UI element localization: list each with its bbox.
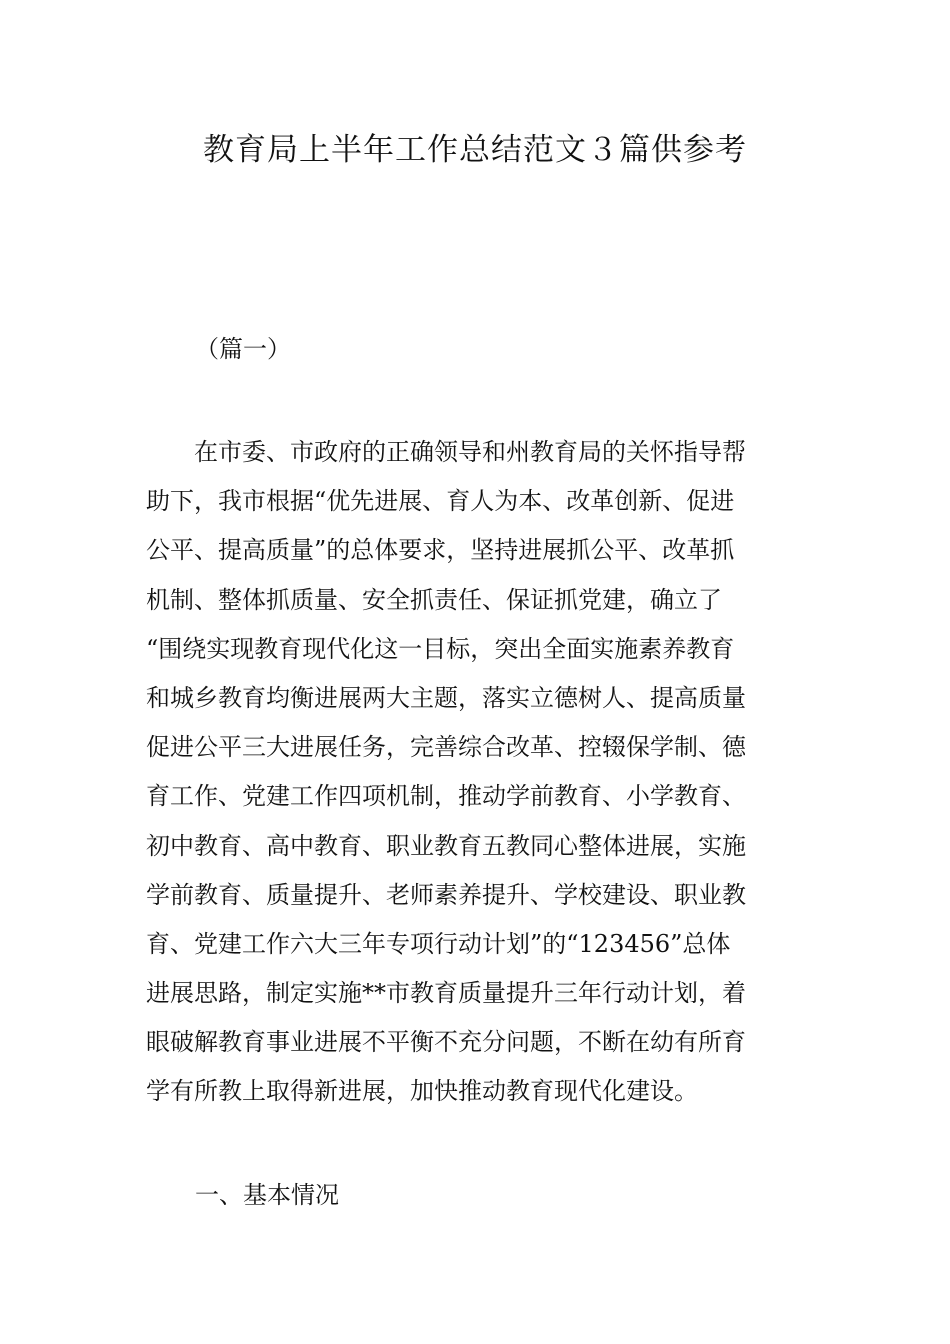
- paragraph-line: 初中教育、高中教育、职业教育五教同心整体进展，实施: [146, 831, 746, 860]
- paragraph-line: 助下，我市根据“优先进展、育人为本、改革创新、促进: [146, 487, 735, 516]
- document-title: 教育局上半年工作总结范文３篇供参考: [203, 132, 747, 168]
- paragraph-line: “围绕实现教育现代化这一目标，突出全面实施素养教育: [146, 634, 735, 663]
- paragraph-line: 公平、提高质量”的总体要求，坚持进展抓公平、改革抓: [146, 536, 735, 565]
- paragraph-line: 进展思路，制定实施**市教育质量提升三年行动计划，着: [146, 979, 746, 1008]
- paragraph-line: 机制、整体抓质量、安全抓责任、保证抓党建，确立了: [146, 585, 722, 614]
- section-label: （篇一）: [195, 335, 291, 363]
- section-heading: 一、基本情况: [195, 1181, 339, 1209]
- body-paragraph: [146, 428, 806, 1117]
- paragraph-line: 和城乡教育均衡进展两大主题，落实立德树人、提高质量: [146, 683, 746, 712]
- paragraph-line: 学有所教上取得新进展，加快推动教育现代化建设。: [146, 1077, 698, 1106]
- paragraph-line: 眼破解教育事业进展不平衡不充分问题，不断在幼有所育: [146, 1028, 746, 1057]
- paragraph-line: 育工作、党建工作四项机制，推动学前教育、小学教育、: [146, 782, 746, 811]
- paragraph-line: 促进公平三大进展任务，完善综合改革、控辍保学制、德: [146, 733, 746, 762]
- paragraph-line: 育、党建工作六大三年专项行动计划”的“123456”总体: [146, 929, 731, 958]
- paragraph-line: 学前教育、质量提升、老师素养提升、学校建设、职业教: [146, 880, 746, 909]
- paragraph-line: 在市委、市政府的正确领导和州教育局的关怀指导帮: [146, 438, 746, 466]
